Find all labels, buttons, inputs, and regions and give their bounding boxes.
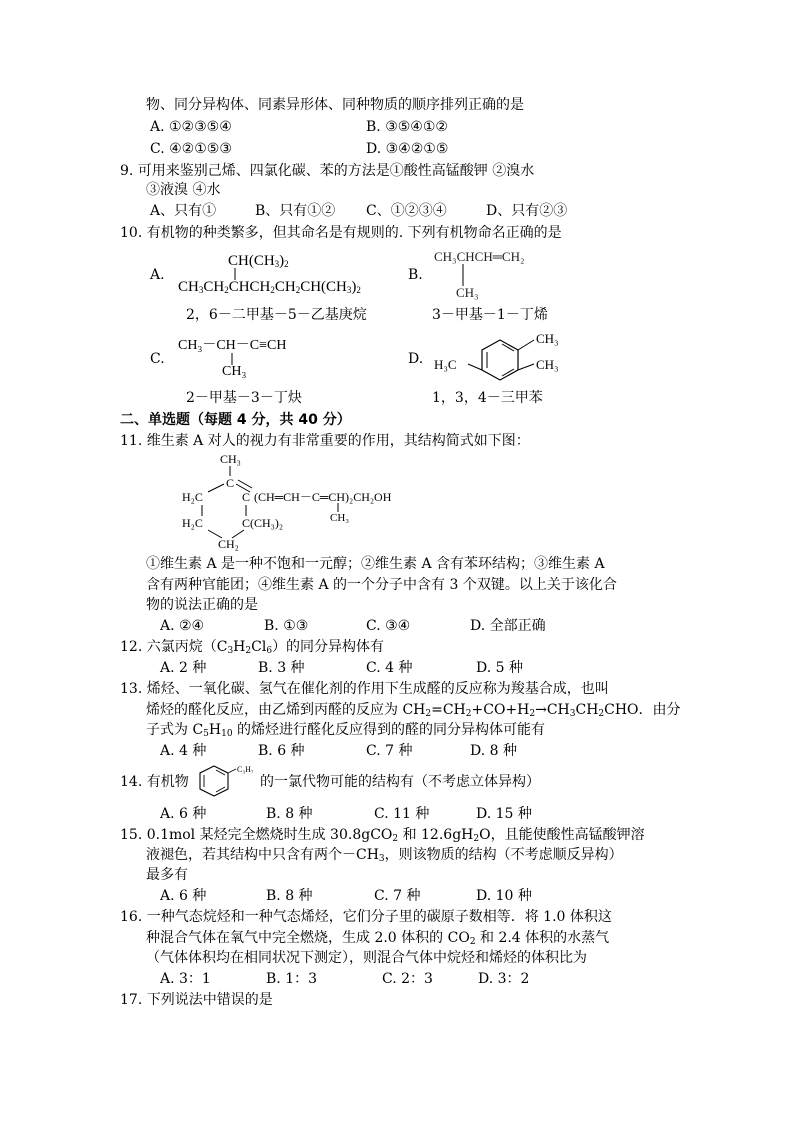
q10-d-structure xyxy=(432,330,602,390)
q12-option-b: B. 3 种 xyxy=(258,660,305,676)
vita-chain: (CH═CH－C═CH)₂CH₂OH xyxy=(254,490,392,504)
q11-option-b: B. ①③ xyxy=(264,618,309,634)
q11-option-d: D. 全部正确 xyxy=(470,618,546,634)
q16-stem-line3: （气体体积均在相同状况下测定），则混合气体中烷烃和烯烃的体积比为 xyxy=(146,950,587,966)
q10-d-ch3-top: CH₃ xyxy=(536,331,559,346)
vita-ch3-top: CH₃ xyxy=(220,452,241,466)
q9-option-d: D、只有②③ xyxy=(486,203,568,219)
q10-d-name: 1，3，4－三甲苯 xyxy=(432,390,543,406)
vita-ch2-bot: CH₂ xyxy=(218,537,239,551)
q10-label-c: C. xyxy=(150,351,165,367)
vita-c-right: C xyxy=(242,490,251,504)
q10-a-branch: $CH(CH_3)_2$ xyxy=(228,253,289,269)
q10-label-b: B. xyxy=(408,267,423,283)
q9-option-b: B、只有①② xyxy=(255,203,336,219)
q10-label-a: A. xyxy=(150,267,165,283)
q11-stem: 11. 维生素 A 对人的视力有非常重要的作用，其结构简式如下图： xyxy=(120,433,530,449)
q12-option-a: A. 2 种 xyxy=(160,660,207,676)
q13-stem-line1: 13. 烯烃、一氧化碳、氢气在催化剂的作用下生成醛的反应称为羧基合成，也叫 xyxy=(120,681,609,697)
q15-option-b: B. 8 种 xyxy=(266,888,313,904)
q13-option-c: C. 7 种 xyxy=(366,743,413,759)
q10-stem: 10. 有机物的种类繁多，但其命名是有规则的. 下列有机物命名正确的是 xyxy=(120,225,562,241)
q10-b-mainchain: CH₃CHCH═CH₂ xyxy=(434,249,525,264)
q10-label-d: D. xyxy=(408,351,424,367)
q11-statement-line3: 物的说法正确的是 xyxy=(146,597,258,613)
vita-h2c-1: H₂C xyxy=(182,490,203,504)
q15-stem-line1: 15. 0.1mol 某烃完全燃烧时生成 30.8gCO$_2$ 和 $12.6gH_2O$，且能使酸性高锰酸钾溶 xyxy=(120,827,645,844)
q9-stem-line1: 9. 可用来鉴别己烯、四氯化碳、苯的方法是①酸性高锰酸钾 ②溴水 xyxy=(120,163,535,179)
vita-ch3-chain: CH₃ xyxy=(330,512,350,524)
section-heading: 二、单选题（每题 4 分，共 40 分） xyxy=(120,412,351,428)
q10-a-mainchain: $CH_3CH_2CHCH_2CH_2CH(CH_3)_2$ xyxy=(178,279,361,295)
q14-option-b: B. 8 种 xyxy=(266,806,313,822)
q9-option-a: A、只有① xyxy=(150,203,217,219)
q13-option-a: A. 4 种 xyxy=(160,743,207,759)
q10-a-name: 2，6－二甲基－5－乙基庚烷 xyxy=(186,307,367,323)
q8-option-c: C. ④②①⑤③ xyxy=(150,141,232,157)
q8-option-a: A. ①②③⑤④ xyxy=(150,119,232,135)
q14-benzene-structure xyxy=(200,764,260,798)
q10-c-mainchain: CH₃－CH－C≡CH xyxy=(178,338,287,353)
q11-option-a: A. ②④ xyxy=(160,618,205,634)
q9-option-c: C、①②③④ xyxy=(366,203,447,219)
q11-option-c: C. ③④ xyxy=(366,618,411,634)
q10-d-ch3-right: CH₃ xyxy=(536,357,559,372)
q11-statement-line1: ①维生素 A 是一种不饱和一元醇；②维生素 A 含有苯环结构；③维生素 A xyxy=(146,556,605,572)
q11-statement-line2: 含有两种官能团；④维生素 A 的一个分子中含有 3 个双键。以上关于该化合 xyxy=(146,577,617,593)
q13-stem-line3: 子式为 $C_5H_{10}$ 的烯烃进行醛化反应得到的醛的同分异构体可能有 xyxy=(146,722,546,739)
vita-h2c-2: H₂C xyxy=(182,516,203,530)
q12-stem: 12. 六氯丙烷$(C_3H_2Cl_6)$的同分异构体有 xyxy=(120,639,385,656)
q16-option-d: D. 3：2 xyxy=(478,971,530,987)
q10-c-name: 2－甲基－3－丁炔 xyxy=(186,390,302,406)
vitamin-a-structure xyxy=(180,450,460,550)
q15-option-c: C. 7 种 xyxy=(374,888,421,904)
q9-stem-line2: ③液溴 ④水 xyxy=(146,182,221,198)
q10-b-branch: CH₃ xyxy=(456,285,479,300)
q8-option-d: D. ③④②①⑤ xyxy=(366,141,449,157)
q17-stem: 17. 下列说法中错误的是 xyxy=(120,992,273,1008)
q16-option-c: C. 2：3 xyxy=(382,971,433,987)
q8-option-b: B. ③⑤④①② xyxy=(366,119,448,135)
q10-c-branch: CH₃ xyxy=(222,364,247,379)
q13-stem-line2: 烯烃的醛化反应，由乙烯到丙醛的反应为 $CH_2=CH_2+CO+H_2\to CH_3CH_2CHO$．由分 xyxy=(146,702,681,719)
q14-option-d: D. 15 种 xyxy=(476,806,532,822)
q10-b-name: 3－甲基－1－丁烯 xyxy=(432,307,548,323)
q15-stem-line3: 最多有 xyxy=(146,867,188,883)
q16-stem-line1: 16. 一种气态烷烃和一种气态烯烃，它们分子里的碳原子数相等．将 1.0 体积这 xyxy=(120,909,612,925)
q14-option-c: C. 11 种 xyxy=(374,806,430,822)
q15-option-d: D. 10 种 xyxy=(476,888,532,904)
q14-stem-post: 的一氯代物可能的结构有（不考虑立体异构） xyxy=(260,774,540,790)
q15-option-a: A. 6 种 xyxy=(160,888,207,904)
q16-stem-line2: 种混合气体在氧气中完全燃烧，生成 2.0 体积的 $CO_2$ 和 2.4 体积的水蒸气 xyxy=(146,930,610,947)
q14-option-a: A. 6 种 xyxy=(160,806,207,822)
vita-c-quat: C(CH₃)₂ xyxy=(242,516,284,530)
q16-option-b: B. 1：3 xyxy=(266,971,318,987)
q16-option-a: A. 3：1 xyxy=(160,971,211,987)
q12-option-c: C. 4 种 xyxy=(366,660,413,676)
q13-option-b: B. 6 种 xyxy=(258,743,305,759)
q12-option-d: D. 5 种 xyxy=(476,660,523,676)
q10-d-ch3-left: H₃C xyxy=(434,357,457,372)
q15-stem-line2: 液褪色，若其结构中只含有两个$-CH_3$，则该物质的结构（不考虑顺反异构） xyxy=(146,847,623,864)
q14-stem-pre: 14. 有机物 xyxy=(120,774,189,790)
q13-option-d: D. 8 种 xyxy=(470,743,517,759)
vita-c-top: C xyxy=(226,476,235,490)
q8-stem: 物、同分异构体、同素异形体、同种物质的顺序排列正确的是 xyxy=(146,97,524,113)
q14-propyl-label: C₃H₇ xyxy=(237,765,254,774)
